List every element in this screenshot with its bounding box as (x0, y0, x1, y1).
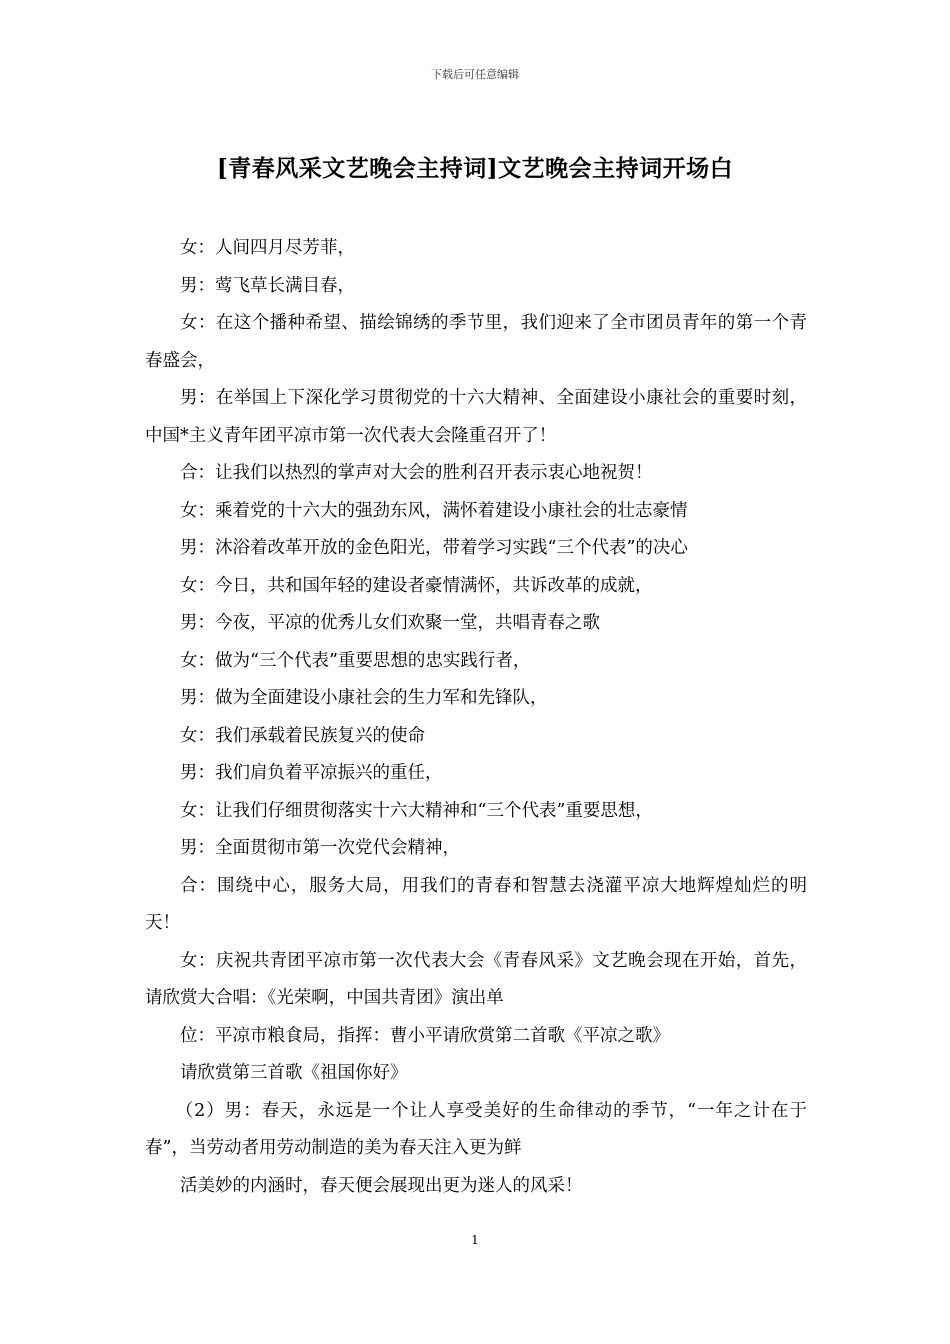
paragraph: 男：沐浴着改革开放的金色阳光，带着学习实践“三个代表”的决心 (180, 538, 688, 558)
paragraph: 女：庆祝共青团平凉市第一次代表大会《青春风采》文艺晚会现在开始，首先，请欣赏大合唱：《光荣啊，中国共青团》演出单 (145, 950, 807, 1008)
paragraph: 男：莺飞草长满目春， (180, 275, 355, 296)
paragraph: 女：乘着党的十六大的强劲东风，满怀着建设小康社会的壮志豪情 (180, 500, 688, 521)
paragraph: 男：在举国上下深化学习贯彻党的十六大精神、全面建设小康社会的重要时刻，中国*主义青年团平凉市第一次代表大会隆重召开了！ (145, 388, 807, 446)
paragraph: 位：平凉市粮食局，指挥：曹小平请欣赏第二首歌《平凉之歌》 (180, 1025, 670, 1046)
document-body (145, 230, 807, 1205)
paragraph: 女：做为“三个代表”重要思想的忠实践行者， (180, 650, 531, 671)
paragraph: 男：我们肩负着平凉振兴的重任， (180, 763, 443, 783)
paragraph: 女：在这个播种希望、描绘锦绣的季节里，我们迎来了全市团员青年的第一个青春盛会， (145, 313, 807, 371)
paragraph: 女：今日，共和国年轻的建设者豪情满怀，共诉改革的成就， (180, 575, 653, 596)
paragraph: 合：让我们以热烈的掌声对大会的胜利召开表示衷心地祝贺！ (180, 463, 653, 483)
paragraph: 男：全面贯彻市第一次党代会精神， (180, 838, 460, 858)
document-title: [青春风采文艺晚会主持词]文艺晚会主持词开场白 (216, 155, 734, 182)
paragraph: 活美妙的内涵时，春天便会展现出更为迷人的风采！ (180, 1175, 583, 1196)
paragraph: 合：围绕中心，服务大局，用我们的青春和智慧去浇灌平凉大地辉煌灿烂的明天！ (145, 875, 807, 933)
paragraph: 女：我们承载着民族复兴的使命 (180, 725, 425, 746)
paragraph: 女：人间四月尽芳菲， (180, 238, 355, 258)
paragraph: 男：今夜，平凉的优秀儿女们欢聚一堂，共唱青春之歌 (180, 613, 600, 633)
page-number: 1 (471, 1233, 479, 1247)
paragraph: 男：做为全面建设小康社会的生力军和先锋队， (180, 688, 548, 708)
paragraph: 女：让我们仔细贯彻落实十六大精神和“三个代表”重要思想， (180, 800, 653, 821)
paragraph: 请欣赏第三首歌《祖国你好》 (180, 1063, 408, 1083)
page-header-note: 下载后可任意编辑 (431, 68, 519, 81)
paragraph: （2）男：春天，永远是一个让人享受美好的生命律动的季节，“一年之计在于春”，当劳动者用劳动制造的美为春天注入更为鲜 (145, 1100, 807, 1158)
